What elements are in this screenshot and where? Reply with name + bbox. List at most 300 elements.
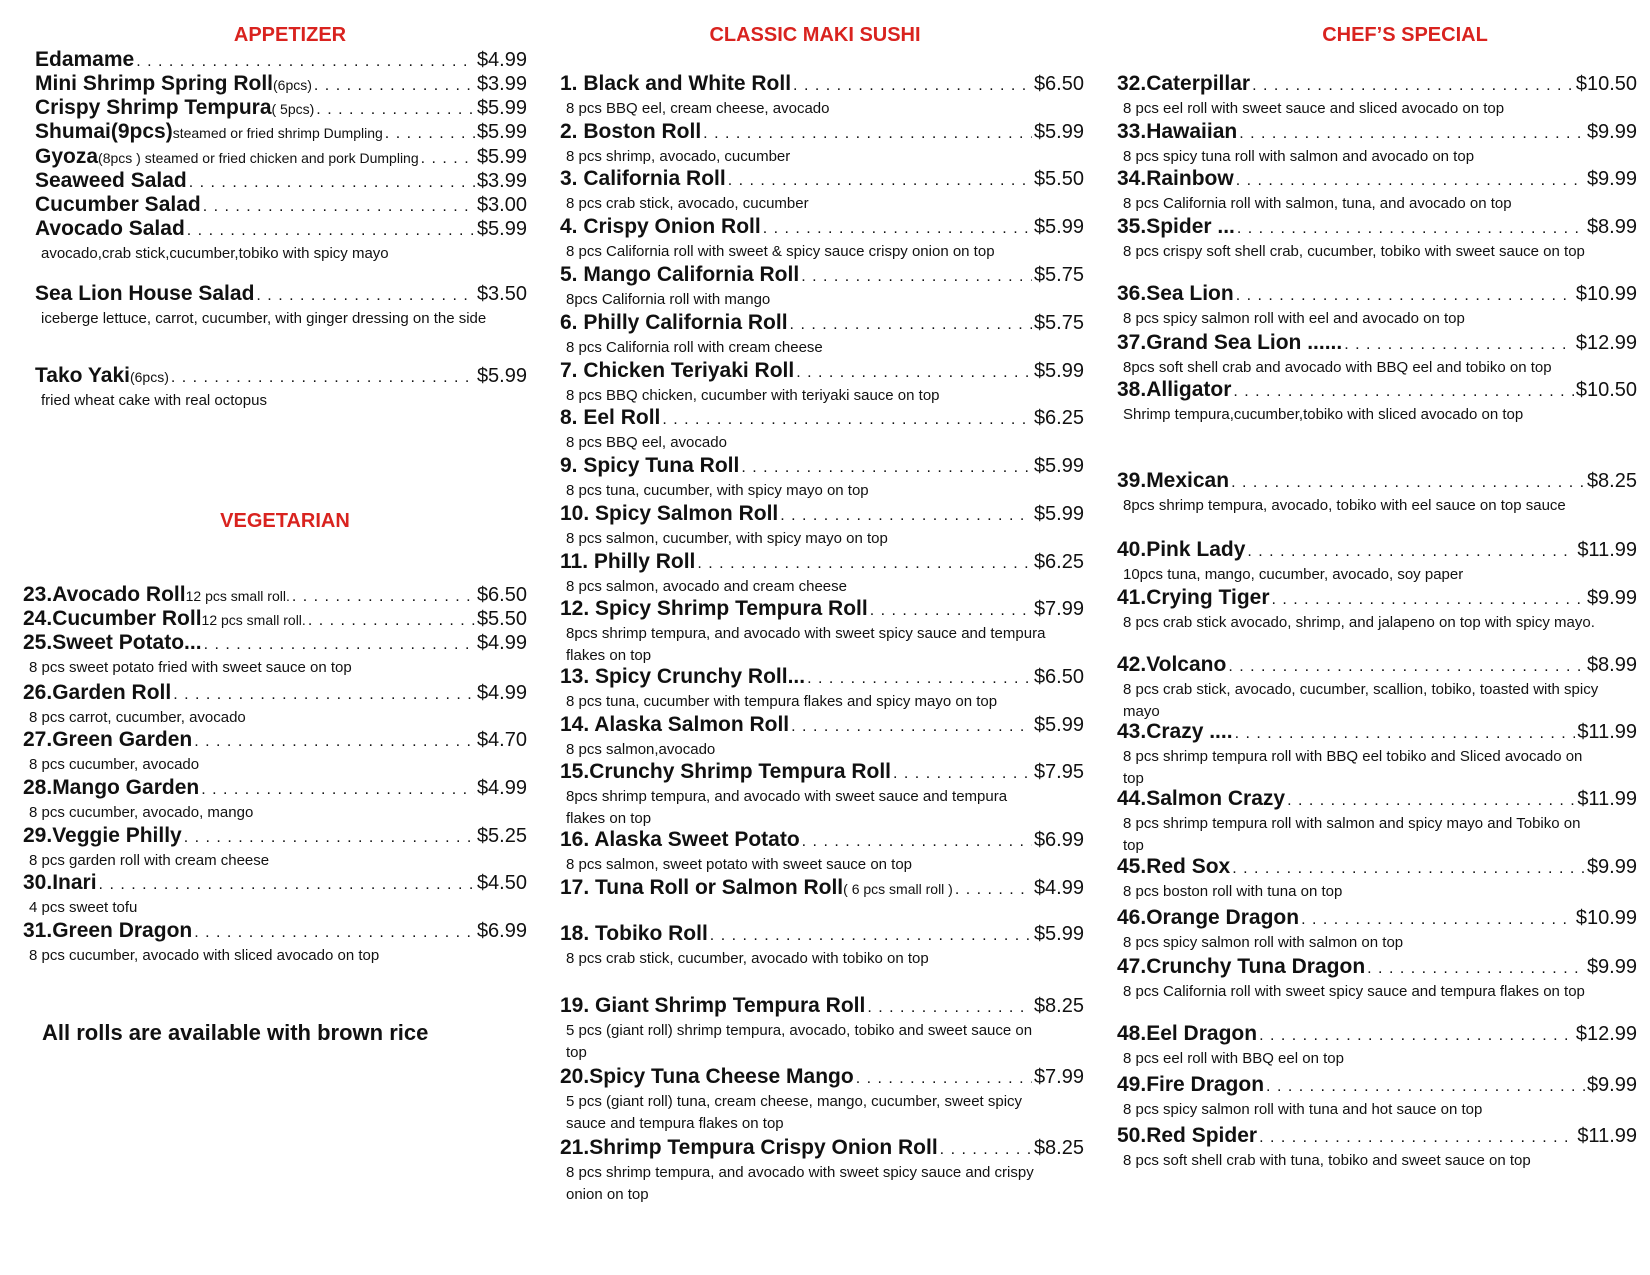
item-price: $10.99 [1575,283,1637,305]
item-name: 44.Salmon Crazy [1117,787,1286,810]
menu-item-10-spicy-salmon-roll [560,502,1084,550]
item-row [1117,1124,1637,1148]
item-description: 8pcs shrimp tempura, and avocado with sweet sauce and tempura flakes on top [566,788,1008,827]
item-row [560,1136,1084,1160]
item-description: 8 pcs crab stick avocado, shrimp, and jalapeno on top with spicy mayo. [1123,614,1595,631]
dot-leader [1247,543,1575,561]
menu-item-avocado-salad [35,217,527,265]
menu-item-21-shrimp-tempura-crispy-onion-roll [560,1136,1084,1206]
item-description: 8 pcs California roll with sweet & spicy sauce crispy onion on top [566,243,995,260]
item-row [23,776,527,800]
item-row [1117,906,1637,930]
item-row [1117,215,1637,239]
item-row [560,215,1084,239]
dot-leader [763,220,1032,238]
item-price: $10.50 [1575,379,1637,401]
item-price: $9.99 [1586,1074,1637,1096]
item-note: 12 pcs small roll. [185,588,290,604]
item-price: $9.99 [1586,956,1637,978]
item-row [560,994,1084,1018]
item-row [1117,331,1637,355]
item-price: $3.00 [476,194,527,216]
item-price: $4.50 [476,872,527,894]
item-price: $5.99 [1033,923,1084,945]
item-price: $5.99 [1033,503,1084,525]
item-name: Shumai(9pcs) [35,120,173,143]
item-name: 47.Crunchy Tuna Dragon [1117,955,1366,978]
item-price: $3.99 [476,73,527,95]
menu-item-shumai-9pcs [35,120,527,144]
item-row [560,406,1084,430]
item-price: $8.25 [1033,1137,1084,1159]
menu-item-sea-lion-house-salad [35,282,527,330]
item-description: Shrimp tempura,cucumber,tobiko with sliced avocado on top [1123,406,1524,423]
item-description: fried wheat cake with real octopus [41,392,267,409]
menu-item-36-sea-lion [1117,282,1637,330]
item-row [560,502,1084,526]
item-description: 8 pcs salmon, avocado and cream cheese [566,578,847,595]
item-description: 8 pcs salmon,avocado [566,741,716,758]
brown-rice-note: All rolls are available with brown rice [42,1020,429,1045]
dot-leader [741,459,1032,477]
item-price: $5.99 [1033,455,1084,477]
dot-leader [703,125,1032,143]
menu-item-7-chicken-teriyaki-roll [560,359,1084,407]
item-row [23,631,527,655]
item-note: steamed or fried shrimp Dumpling [172,125,383,141]
item-row [1117,282,1637,306]
item-name: 10. Spicy Salmon Roll [560,502,779,525]
item-note: (6pcs) [273,77,312,93]
item-price: $12.99 [1575,1023,1637,1045]
item-name: 43.Crazy .... [1117,720,1233,743]
dot-leader [316,101,475,119]
item-row [23,871,527,895]
item-price: $3.50 [476,283,527,305]
dot-leader [421,150,475,168]
item-row [35,96,527,120]
item-description: 8pcs California roll with mango [566,291,771,308]
menu-item-40-pink-lady [1117,538,1637,586]
dot-leader [187,222,475,240]
dot-leader [204,636,475,654]
item-name: 21.Shrimp Tempura Crispy Onion Roll [560,1136,938,1159]
item-row [23,583,527,607]
item-name: 9. Spicy Tuna Roll [560,454,740,477]
dot-leader [801,268,1032,286]
menu-item-1-black-and-white-roll [560,72,1084,120]
item-description: 8 pcs crab stick, avocado, cucumber, scallion, tobiko, toasted with spicy mayo [1123,681,1599,720]
menu-item-24-cucumber-roll [23,607,527,631]
item-note: ( 6 pcs small roll ) [843,881,953,897]
item-price: $4.99 [476,632,527,654]
item-description: 8 pcs shrimp tempura roll with salmon and spicy mayo and Tobiko on top [1123,815,1581,854]
dot-leader [194,733,475,751]
dot-leader [1344,336,1574,354]
dot-leader [173,686,475,704]
item-row [35,217,527,241]
item-description: 4 pcs sweet tofu [29,899,138,916]
menu-item-49-fire-dragon [1117,1073,1637,1121]
item-price: $10.99 [1575,907,1637,929]
item-row [560,1065,1084,1089]
item-row [560,359,1084,383]
item-description: 5 pcs (giant roll) tuna, cream cheese, mango, cucumber, sweet spicy sauce and tempura flakes on top [566,1093,1023,1132]
item-name: 34.Rainbow [1117,167,1234,190]
dot-leader [796,364,1032,382]
dot-leader [171,369,475,387]
menu-item-30-inari [23,871,527,919]
item-row [1117,1073,1637,1097]
menu-item-14-alaska-salmon-roll [560,713,1084,761]
menu-item-47-crunchy-tuna-dragon [1117,955,1637,1003]
item-name: 8. Eel Roll [560,406,661,429]
dot-leader [1233,383,1573,401]
item-row [560,713,1084,737]
item-description: 8 pcs spicy tuna roll with salmon and avocado on top [1123,148,1475,165]
dot-leader [1228,658,1585,676]
item-name: Sea Lion House Salad [35,282,255,305]
item-row [35,48,527,72]
item-description: 8 pcs boston roll with tuna on top [1123,883,1343,900]
item-price: $9.99 [1586,856,1637,878]
item-row [35,169,527,193]
item-name: 35.Spider ... [1117,215,1235,238]
item-name: Mini Shrimp Spring Roll [35,72,273,95]
item-price: $8.99 [1586,654,1637,676]
item-row [560,120,1084,144]
item-description: 8 pcs shrimp tempura, and avocado with sweet spicy sauce and crispy onion on top [566,1164,1034,1203]
item-row [560,72,1084,96]
dot-leader [189,174,475,192]
item-price: $5.75 [1033,264,1084,286]
item-price: $8.25 [1033,995,1084,1017]
item-price: $12.99 [1575,332,1637,354]
item-name: 4. Crispy Onion Roll [560,215,761,238]
item-price: $5.50 [1033,168,1084,190]
menu-item-37-grand-sea-lion [1117,331,1637,379]
item-row [35,193,527,217]
item-description: 10pcs tuna, mango, cucumber, avocado, soy paper [1123,566,1464,583]
item-name: 14. Alaska Salmon Roll [560,713,790,736]
dot-leader [256,287,475,305]
menu-item-20-spicy-tuna-cheese-mango [560,1065,1084,1135]
item-price: $7.95 [1033,761,1084,783]
item-name: Cucumber Salad [35,193,201,216]
menu-item-33-hawaiian [1117,120,1637,168]
item-name: 2. Boston Roll [560,120,702,143]
item-price: $6.99 [476,920,527,942]
dot-leader [1266,1078,1585,1096]
dot-leader [1272,591,1585,609]
menu-item-4-crispy-onion-roll [560,215,1084,263]
item-row [23,728,527,752]
item-price: $5.99 [476,146,527,168]
item-price: $5.99 [476,97,527,119]
item-description: 8pcs shrimp tempura, avocado, tobiko with eel sauce on top sauce [1123,497,1566,514]
menu-item-11-philly-roll [560,550,1084,598]
item-row [1117,855,1637,879]
item-name: 25.Sweet Potato... [23,631,202,654]
item-description: avocado,crab stick,cucumber,tobiko with spicy mayo [41,245,389,262]
item-price: $5.50 [476,608,527,630]
dot-leader [1287,792,1575,810]
item-name: Gyoza [35,145,99,168]
item-price: $4.99 [476,682,527,704]
dot-leader [790,316,1032,334]
item-description: 8 pcs BBQ eel, cream cheese, avocado [566,100,830,117]
dot-leader [780,507,1032,525]
menu-item-16-alaska-sweet-potato [560,828,1084,876]
dot-leader [867,999,1032,1017]
item-name: 42.Volcano [1117,653,1227,676]
item-description: 8 pcs spicy salmon roll with eel and avocado on top [1123,310,1465,327]
item-name: 28.Mango Garden [23,776,200,799]
item-description: 8 pcs BBQ eel, avocado [566,434,727,451]
item-row [560,454,1084,478]
item-description: 8 pcs BBQ chicken, cucumber with teriyaki sauce on top [566,387,940,404]
item-name: 12. Spicy Shrimp Tempura Roll [560,597,868,620]
item-name: 50.Red Spider [1117,1124,1258,1147]
item-price: $6.50 [1033,666,1084,688]
item-description: 8 pcs garden roll with cream cheese [29,852,270,869]
menu-item-18-tobiko-roll [560,922,1084,970]
item-price: $11.99 [1577,788,1637,810]
dot-leader [807,670,1032,688]
appetizer-heading: APPETIZER [233,24,347,46]
item-price: $7.99 [1033,1066,1084,1088]
item-price: $5.75 [1033,312,1084,334]
item-description: 8 pcs cucumber, avocado [29,756,200,773]
item-name: 45.Red Sox [1117,855,1231,878]
item-price: $5.99 [1033,216,1084,238]
item-row [35,145,527,169]
dot-leader [1235,725,1576,743]
item-name: 37.Grand Sea Lion ...... [1117,331,1343,354]
item-row [1117,538,1637,562]
item-price: $9.99 [1586,168,1637,190]
item-description: 8 pcs California roll with salmon, tuna, and avocado on top [1123,195,1512,212]
item-price: $3.99 [476,170,527,192]
item-note: (6pcs) [129,369,169,385]
menu-item-38-alligator [1117,378,1637,426]
item-row [560,167,1084,191]
dot-leader [308,612,475,630]
dot-leader [893,765,1032,783]
menu-item-50-red-spider [1117,1124,1637,1172]
menu-item-34-rainbow [1117,167,1637,215]
item-description: 8pcs soft shell crab and avocado with BBQ eel and tobiko on top [1123,359,1552,376]
chefs-special-heading: CHEF’S SPECIAL [1322,24,1488,46]
item-description: iceberge lettuce, carrot, cucumber, with ginger dressing on the side [41,310,487,327]
item-row [1117,72,1637,96]
menu-item-13-spicy-crunchy-roll [560,665,1084,713]
dot-leader [662,411,1032,429]
item-row [1117,120,1637,144]
item-row [35,72,527,96]
item-name: 36.Sea Lion [1117,282,1234,305]
menu-item-5-mango-california-roll [560,263,1084,311]
dot-leader [793,77,1032,95]
item-price: $5.99 [1033,121,1084,143]
item-description: 8 pcs tuna, cucumber, with spicy mayo on top [566,482,869,499]
dot-leader [870,602,1032,620]
dot-leader [1237,220,1585,238]
item-description: 8 pcs sweet potato fried with sweet sauce on top [29,659,352,676]
dot-leader [201,781,475,799]
item-price: $5.99 [1033,714,1084,736]
menu-item-35-spider [1117,215,1637,263]
item-name: Seaweed Salad [35,169,187,192]
menu-item-32-caterpillar [1117,72,1637,120]
item-row [1117,167,1637,191]
item-price: $11.99 [1577,721,1637,743]
item-description: 8 pcs crab stick, avocado, cucumber [566,195,809,212]
item-name: 49.Fire Dragon [1117,1073,1265,1096]
dot-leader [791,718,1032,736]
dot-leader [1367,960,1585,978]
menu-item-29-veggie-philly [23,824,527,872]
item-note: 12 pcs small roll. [201,612,306,628]
item-row [1117,586,1637,610]
item-name: 30.Inari [23,871,97,894]
item-price: $6.25 [1033,407,1084,429]
item-name: 19. Giant Shrimp Tempura Roll [560,994,866,1017]
menu-item-3-california-roll [560,167,1084,215]
dot-leader [1259,1027,1574,1045]
item-name: 31.Green Dragon [23,919,193,942]
menu-item-44-salmon-crazy [1117,787,1637,857]
item-row [1117,955,1637,979]
dot-leader [1232,860,1585,878]
item-name: 18. Tobiko Roll [560,922,708,945]
item-description: 8 pcs salmon, sweet potato with sweet sauce on top [566,856,913,873]
dot-leader [1301,911,1574,929]
menu-item-seaweed-salad [35,169,527,193]
item-price: $4.99 [1033,877,1084,899]
menu-item-tako-yaki [35,364,527,412]
item-description: 8 pcs shrimp, avocado, cucumber [566,148,791,165]
item-name: 29.Veggie Philly [23,824,182,847]
dot-leader [1236,172,1585,190]
dot-leader [194,924,475,942]
item-name: 39.Mexican [1117,469,1230,492]
dot-leader [697,555,1032,573]
item-name: 38.Alligator [1117,378,1232,401]
item-row [23,681,527,705]
item-name: 1. Black and White Roll [560,72,792,95]
dot-leader [99,876,475,894]
item-name: 7. Chicken Teriyaki Roll [560,359,795,382]
item-row [560,263,1084,287]
item-description: 8 pcs carrot, cucumber, avocado [29,709,246,726]
item-price: $5.99 [476,121,527,143]
dot-leader [955,881,1032,899]
item-description: 8 pcs shrimp tempura roll with BBQ eel tobiko and Sliced avocado on top [1123,748,1583,787]
dot-leader [802,833,1032,851]
item-name: 48.Eel Dragon [1117,1022,1258,1045]
item-description: 8 pcs crispy soft shell crab, cucumber, tobiko with sweet sauce on top [1123,243,1585,260]
item-name: 17. Tuna Roll or Salmon Roll [560,876,844,899]
dot-leader [385,125,475,143]
item-name: 3. California Roll [560,167,726,190]
item-name: 40.Pink Lady [1117,538,1246,561]
item-name: 27.Green Garden [23,728,193,751]
dot-leader [856,1070,1032,1088]
item-row [23,607,527,631]
item-price: $11.99 [1577,539,1637,561]
dot-leader [184,829,475,847]
dot-leader [710,927,1032,945]
item-price: $6.50 [476,584,527,606]
menu-item-39-mexican [1117,469,1637,517]
item-name: 20.Spicy Tuna Cheese Mango [560,1065,854,1088]
item-price: $8.99 [1586,216,1637,238]
item-description: 8 pcs spicy salmon roll with tuna and hot sauce on top [1123,1101,1483,1118]
item-description: 8 pcs California roll with cream cheese [566,339,823,356]
menu-item-23-avocado-roll [23,583,527,607]
item-name: 13. Spicy Crunchy Roll... [560,665,806,688]
item-name: 24.Cucumber Roll [23,607,202,630]
item-row [23,824,527,848]
item-price: $6.50 [1033,73,1084,95]
menu-item-8-eel-roll [560,406,1084,454]
dot-leader [203,198,475,216]
item-description: 8 pcs cucumber, avocado, mango [29,804,254,821]
item-name: Tako Yaki [35,364,130,387]
menu-item-46-orange-dragon [1117,906,1637,954]
dot-leader [728,172,1032,190]
menu-item-43-crazy [1117,720,1637,790]
menu-item-28-mango-garden [23,776,527,824]
menu-item-gyoza [35,145,527,169]
item-description: 8pcs shrimp tempura, and avocado with sweet spicy sauce and tempura flakes on top [566,625,1046,664]
item-name: 16. Alaska Sweet Potato [560,828,800,851]
item-row [35,120,527,144]
item-row [560,550,1084,574]
item-name: 33.Hawaiian [1117,120,1238,143]
item-name: 6. Philly California Roll [560,311,788,334]
item-description: 8 pcs tuna, cucumber with tempura flakes and spicy mayo on top [566,693,998,710]
item-description: 8 pcs California roll with sweet spicy sauce and tempura flakes on top [1123,983,1585,1000]
dot-leader [1236,287,1574,305]
item-name: 26.Garden Roll [23,681,172,704]
item-row [560,597,1084,621]
item-description: 8 pcs eel roll with sweet sauce and sliced avocado on top [1123,100,1505,117]
item-price: $6.25 [1033,551,1084,573]
item-name: 5. Mango California Roll [560,263,800,286]
item-description: 8 pcs eel roll with BBQ eel on top [1123,1050,1344,1067]
dot-leader [1239,125,1585,143]
item-row [23,919,527,943]
item-description: 8 pcs soft shell crab with tuna, tobiko and sweet sauce on top [1123,1152,1531,1169]
item-price: $4.99 [476,777,527,799]
dot-leader [1231,474,1585,492]
menu-item-41-crying-tiger [1117,586,1637,634]
dot-leader [940,1141,1032,1159]
menu-item-26-garden-roll [23,681,527,729]
menu-item-2-boston-roll [560,120,1084,168]
item-row [560,665,1084,689]
vegetarian-heading: VEGETARIAN [220,510,350,532]
item-description: 8 pcs spicy salmon roll with salmon on top [1123,934,1404,951]
item-description: 8 pcs salmon, cucumber, with spicy mayo on top [566,530,888,547]
item-name: Edamame [35,48,135,71]
menu-item-12-spicy-shrimp-tempura-roll [560,597,1084,667]
dot-leader [136,53,475,71]
menu-item-mini-shrimp-spring-roll [35,72,527,96]
menu-item-cucumber-salad [35,193,527,217]
